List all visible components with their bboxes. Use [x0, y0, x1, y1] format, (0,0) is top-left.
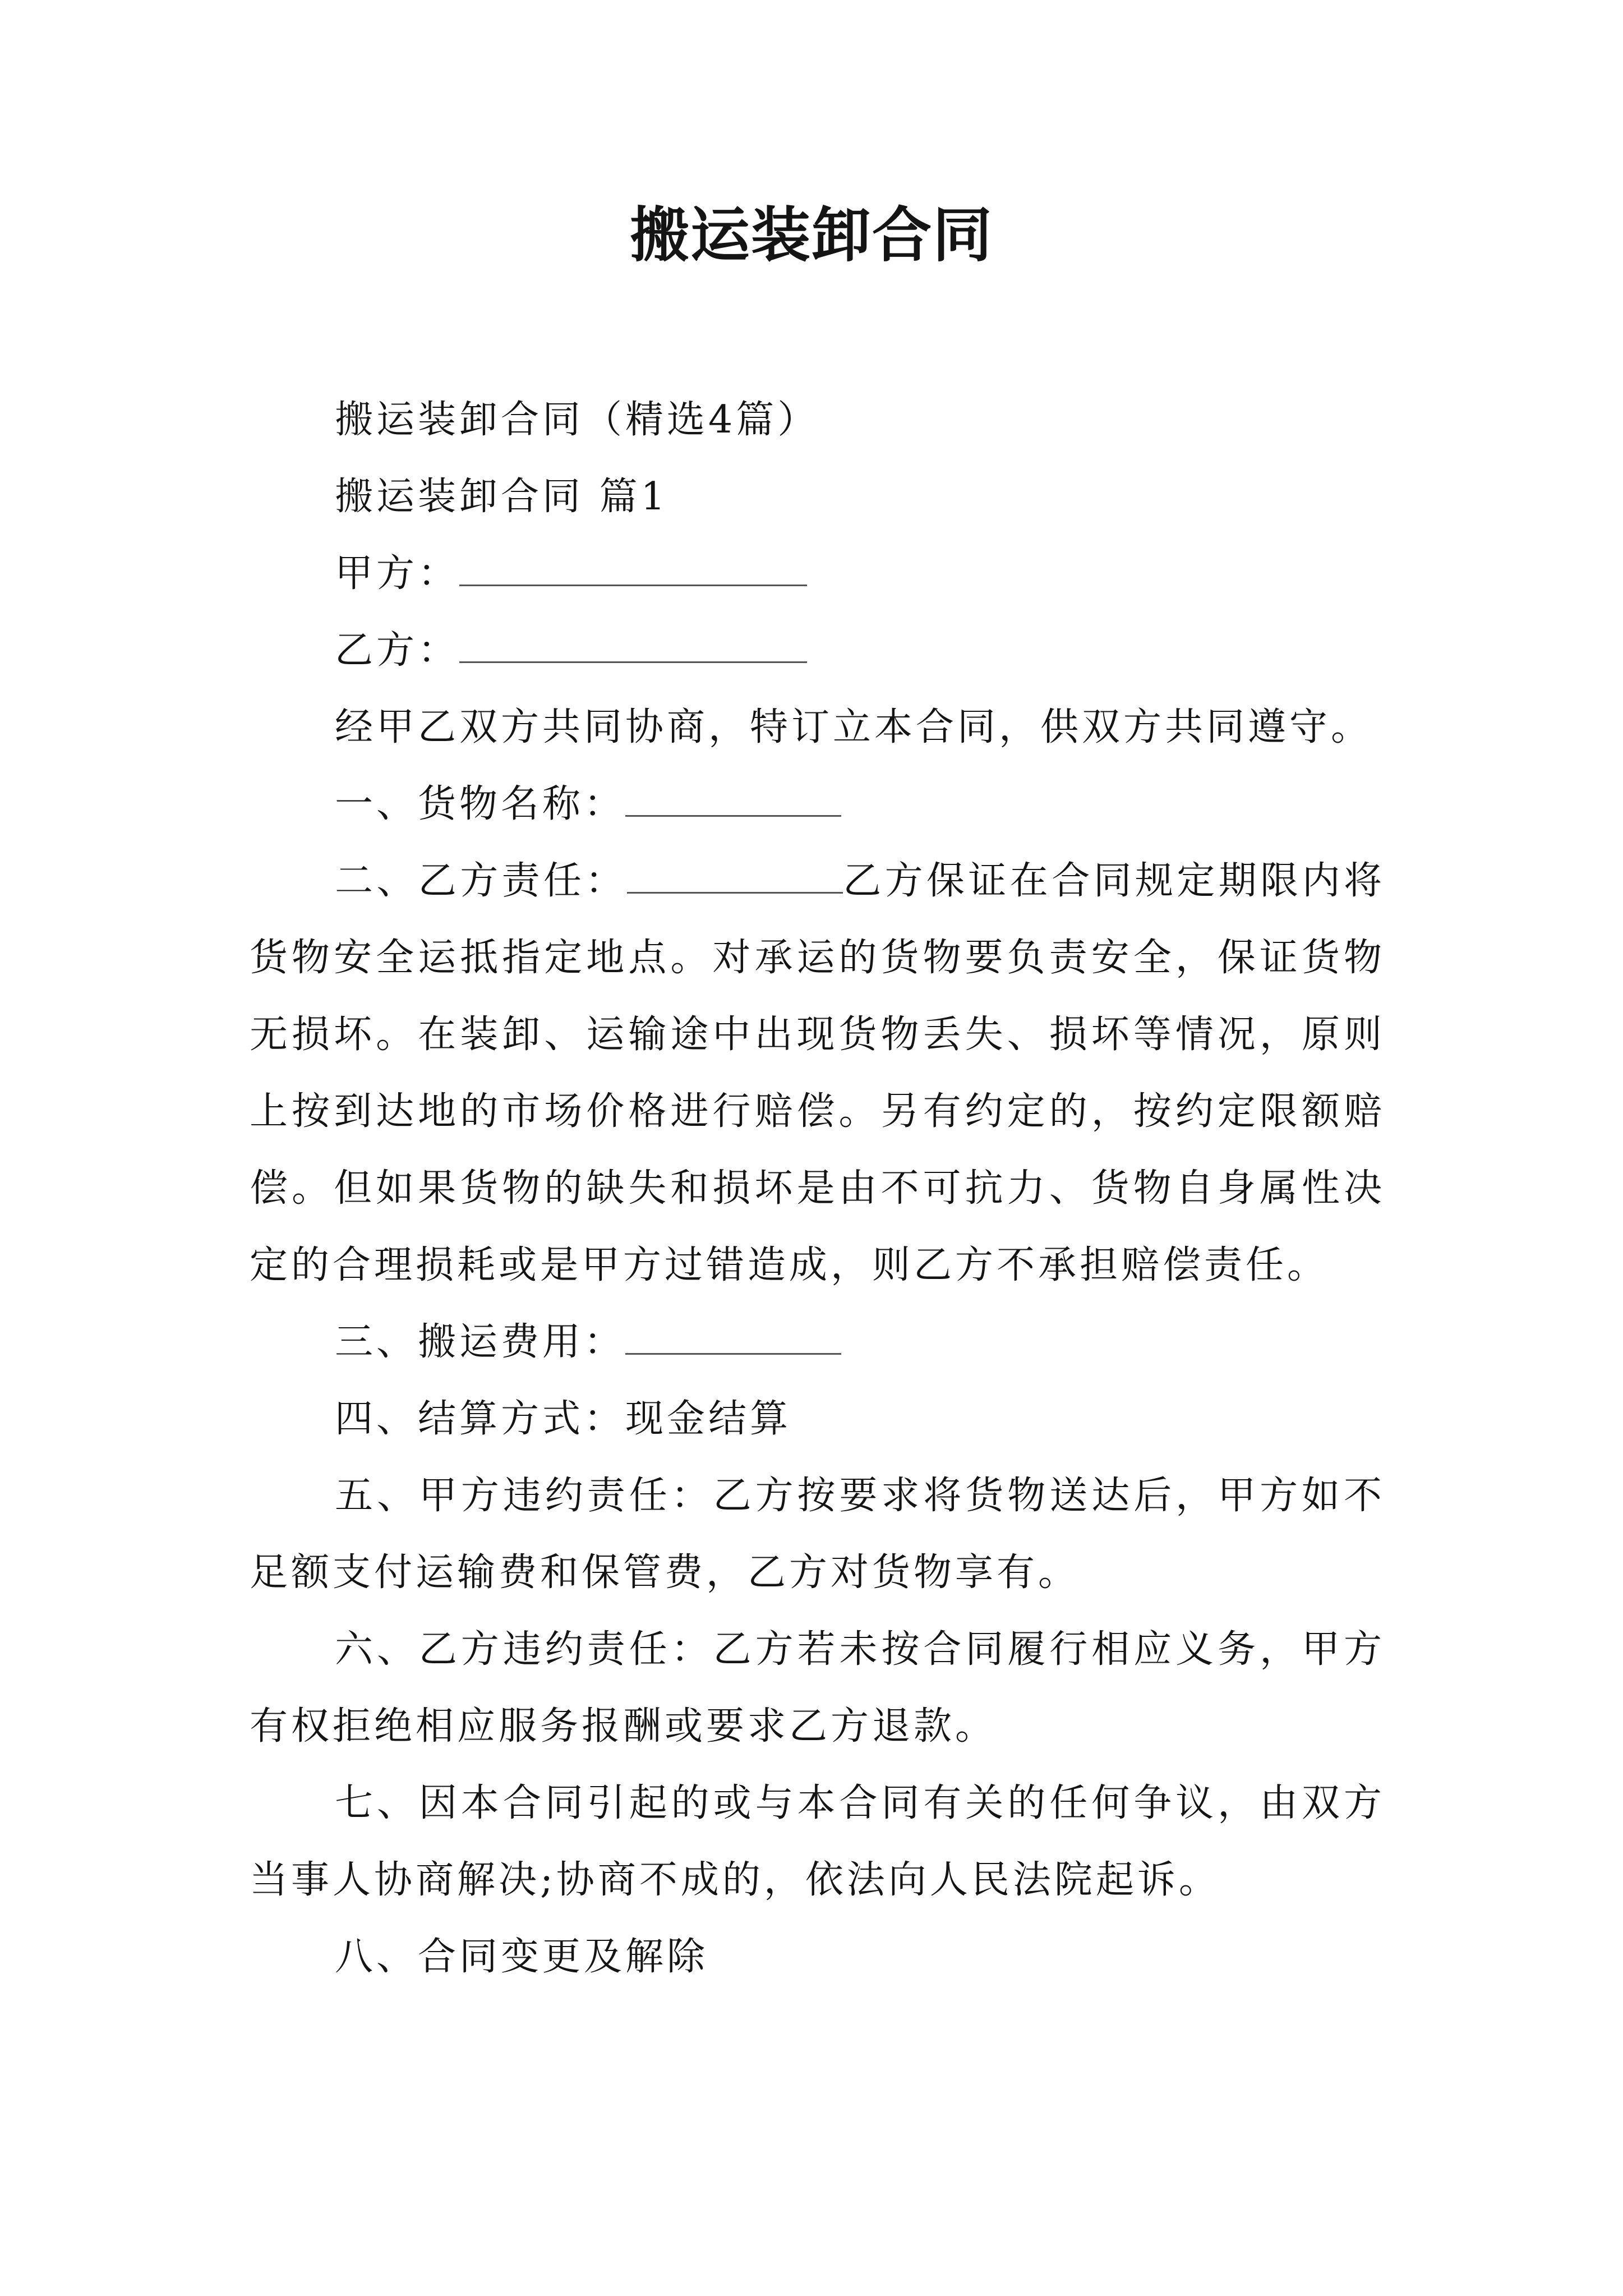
item-2-label: 二、乙方责任： — [335, 859, 627, 903]
intro-paragraph: 经甲乙双方共同协商，特订立本合同，供双方共同遵守。 — [335, 705, 1373, 749]
item-2-paragraph — [250, 843, 1385, 1304]
item-6-paragraph: 六、乙方违约责任：乙方若未按合同履行相应义务，甲方有权拒绝相应服务报酬或要求乙方退款。 — [250, 1627, 1385, 1749]
responsibility-blank — [627, 857, 843, 894]
item-1-label: 一、货物名称： — [335, 782, 626, 826]
party-b-blank — [459, 627, 807, 663]
item-3-line — [250, 1304, 1385, 1381]
document-body — [250, 381, 1385, 1995]
section-heading: 搬运装卸合同 篇1 — [335, 475, 668, 519]
item-7-paragraph: 七、因本合同引起的或与本合同有关的任何争议，由双方当事人协商解决;协商不成的，依法向人民法院起诉。 — [250, 1781, 1385, 1902]
party-a-blank — [459, 550, 807, 586]
fee-blank — [625, 1318, 841, 1355]
party-a-label: 甲方： — [335, 551, 460, 596]
document-subtitle: 搬运装卸合同（精选4篇） — [335, 398, 819, 442]
item-1-line — [250, 766, 1385, 843]
item-5-paragraph: 五、甲方违约责任：乙方按要求将货物送达后，甲方如不足额支付运输费和保管费，乙方对货物享有。 — [250, 1474, 1385, 1595]
party-b-label: 乙方： — [335, 628, 460, 673]
item-2-text: 乙方保证在合同规定期限内将货物安全运抵指定地点。对承运的货物要负责安全，保证货物无损坏。在装卸、运输途中出现货物丢失、损坏等情况，原则上按到达地的市场价格进行赔偿。另有约定的，按约定限额赔偿。但如果货物的缺失和损坏是由不可抗力、货物自身属性决定的合理损耗或是甲方过错造成，则乙方不承担赔偿责任。 — [250, 859, 1385, 1287]
item-4-paragraph: 四、结算方式：现金结算 — [335, 1397, 792, 1441]
item-8-paragraph: 八、合同变更及解除 — [335, 1935, 709, 1979]
party-b-line — [250, 612, 1385, 689]
goods-name-blank — [625, 780, 841, 817]
party-a-line — [250, 535, 1385, 612]
document-title: 搬运装卸合同 — [630, 201, 993, 270]
item-3-label: 三、搬运费用： — [335, 1320, 626, 1364]
